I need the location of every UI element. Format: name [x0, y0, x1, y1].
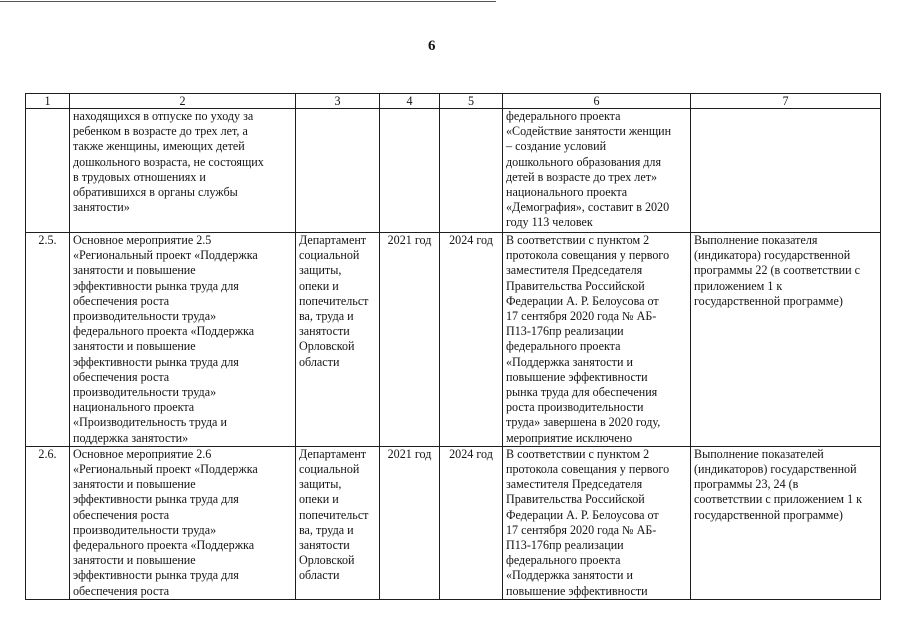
- table-row: [26, 446, 881, 599]
- text-line: обеспечения роста: [73, 369, 170, 384]
- text-line: находящихся в отпуске по уходу за: [73, 109, 254, 123]
- text-line: занятости: [299, 538, 350, 553]
- text-line: «Поддержка занятости и: [506, 354, 633, 369]
- text-line: Правительства Российской: [506, 492, 645, 507]
- text-line: повышение эффективности: [506, 369, 648, 384]
- column-number-row: [26, 94, 881, 109]
- text-line: занятости и повышение: [73, 477, 196, 492]
- text-line: национального проекта: [73, 400, 195, 415]
- column-number: 7: [691, 94, 881, 109]
- text-line: также женщины, имеющих детей: [73, 139, 245, 154]
- text-line: защиты,: [299, 263, 342, 278]
- text-line: Выполнение показателя: [694, 233, 818, 247]
- item-number-cell: 2.6.: [26, 446, 70, 599]
- text-line: социальной: [299, 462, 360, 477]
- text-line: (индикатора) государственной: [694, 248, 851, 263]
- text-line: дошкольного образования для: [506, 154, 662, 169]
- text-line: протокола совещания у первого: [506, 248, 670, 263]
- text-line: рынка труда для обеспечения: [506, 385, 658, 400]
- text-line: федерального проекта «Поддержка: [73, 538, 255, 553]
- column-number: 1: [26, 94, 70, 109]
- text-line: обеспечения роста: [73, 507, 170, 522]
- end-year-cell: 2024 год: [440, 233, 503, 447]
- text-line: федерального проекта: [506, 339, 621, 354]
- item-number-cell: [26, 109, 70, 233]
- text-line: заместителя Председателя: [506, 263, 643, 278]
- text-line: дошкольного возраста, не состоящих: [73, 154, 264, 169]
- text-line: производительности труда»: [73, 385, 217, 400]
- text-line: занятости и повышение: [73, 339, 196, 354]
- text-line: в трудовых отношениях и: [73, 169, 206, 184]
- column-number: 5: [440, 94, 503, 109]
- text-line: государственной программе): [694, 507, 843, 522]
- executor-cell: [296, 446, 380, 599]
- text-line: Департамент: [299, 233, 367, 247]
- text-line: ва, труда и: [299, 309, 354, 324]
- result-cell: [503, 233, 691, 447]
- text-line: приложением 1 к: [694, 278, 783, 293]
- text-line: занятости: [299, 324, 350, 339]
- text-line: занятости и повышение: [73, 263, 196, 278]
- event-cell: [70, 109, 296, 233]
- text-line: опеки и: [299, 492, 339, 507]
- text-line: программы 22 (в соответствии с: [694, 263, 860, 278]
- text-line: области: [299, 354, 340, 369]
- column-number: 3: [296, 94, 380, 109]
- text-line: протокола совещания у первого: [506, 462, 670, 477]
- text-line: программы 23, 24 (в: [694, 477, 799, 492]
- text-line: Орловской: [299, 339, 355, 354]
- column-number: 6: [503, 94, 691, 109]
- text-line: соответствии с приложением 1 к: [694, 492, 863, 507]
- start-year-cell: 2021 год: [380, 233, 440, 447]
- text-line: «Поддержка занятости и: [506, 568, 633, 583]
- column-number: 2: [70, 94, 296, 109]
- text-line: обеспечения роста: [73, 293, 170, 308]
- text-line: – создание условий: [506, 139, 607, 154]
- indicator-link-cell: [691, 233, 881, 447]
- program-events-table: [25, 93, 881, 600]
- text-line: П13-176пр реализации: [506, 324, 624, 339]
- text-line: году 113 человек: [506, 215, 593, 230]
- text-line: национального проекта: [506, 185, 628, 200]
- text-line: роста производительности: [506, 400, 644, 415]
- text-line: Правительства Российской: [506, 278, 645, 293]
- top-rule: [0, 1, 496, 2]
- item-number-cell: 2.5.: [26, 233, 70, 447]
- text-line: ва, труда и: [299, 522, 354, 537]
- text-line: производительности труда»: [73, 522, 217, 537]
- text-line: детей в возрасте до трех лет»: [506, 169, 658, 184]
- table-row: [26, 109, 881, 233]
- text-line: обратившихся в органы службы: [73, 185, 238, 200]
- text-line: В соответствии с пунктом 2: [506, 446, 650, 461]
- text-line: федерального проекта: [506, 553, 621, 568]
- text-line: труда» завершена в 2020 году,: [506, 415, 661, 430]
- text-line: федерального проекта: [506, 109, 621, 123]
- text-line: поддержка занятости»: [73, 430, 189, 445]
- text-line: Орловской: [299, 553, 355, 568]
- result-cell: [503, 109, 691, 233]
- text-line: социальной: [299, 248, 360, 263]
- text-line: опеки и: [299, 278, 339, 293]
- text-line: государственной программе): [694, 293, 843, 308]
- text-line: мероприятие исключено: [506, 430, 633, 445]
- end-year-cell: [440, 109, 503, 233]
- text-line: Выполнение показателей: [694, 446, 824, 461]
- result-cell: [503, 446, 691, 599]
- event-cell: [70, 233, 296, 447]
- text-line: эффективности рынка труда для: [73, 568, 239, 583]
- indicator-link-cell: [691, 446, 881, 599]
- text-line: обеспечения роста: [73, 583, 170, 598]
- text-line: «Производительность труда и: [73, 415, 227, 430]
- text-line: Департамент: [299, 446, 367, 461]
- column-number: 4: [380, 94, 440, 109]
- executor-cell: [296, 233, 380, 447]
- text-line: (индикаторов) государственной: [694, 462, 857, 477]
- text-line: занятости и повышение: [73, 553, 196, 568]
- text-line: «Содействие занятости женщин: [506, 124, 672, 139]
- text-line: 17 сентября 2020 года № АБ-: [506, 522, 657, 537]
- text-line: защиты,: [299, 477, 342, 492]
- event-cell: [70, 446, 296, 599]
- text-line: «Демография», составит в 2020: [506, 200, 670, 215]
- text-line: попечительст: [299, 507, 369, 522]
- text-line: «Региональный проект «Поддержка: [73, 462, 258, 477]
- text-line: занятости»: [73, 200, 130, 215]
- text-line: повышение эффективности: [506, 583, 648, 598]
- text-line: попечительст: [299, 293, 369, 308]
- text-line: федерального проекта «Поддержка: [73, 324, 255, 339]
- text-line: эффективности рынка труда для: [73, 278, 239, 293]
- executor-cell: [296, 109, 380, 233]
- text-line: П13-176пр реализации: [506, 538, 624, 553]
- page-number: 6: [428, 38, 436, 54]
- text-line: Основное мероприятие 2.6: [73, 446, 212, 461]
- text-line: эффективности рынка труда для: [73, 354, 239, 369]
- text-line: производительности труда»: [73, 309, 217, 324]
- text-line: «Региональный проект «Поддержка: [73, 248, 258, 263]
- text-line: В соответствии с пунктом 2: [506, 233, 650, 247]
- text-line: области: [299, 568, 340, 583]
- indicator-link-cell: [691, 109, 881, 233]
- text-line: Федерации А. Р. Белоусова от: [506, 507, 659, 522]
- text-line: заместителя Председателя: [506, 477, 643, 492]
- start-year-cell: [380, 109, 440, 233]
- text-line: 17 сентября 2020 года № АБ-: [506, 309, 657, 324]
- text-line: эффективности рынка труда для: [73, 492, 239, 507]
- text-line: Федерации А. Р. Белоусова от: [506, 293, 659, 308]
- text-line: ребенком в возрасте до трех лет, а: [73, 124, 248, 139]
- table-row: [26, 233, 881, 447]
- start-year-cell: 2021 год: [380, 446, 440, 599]
- text-line: Основное мероприятие 2.5: [73, 233, 212, 247]
- end-year-cell: 2024 год: [440, 446, 503, 599]
